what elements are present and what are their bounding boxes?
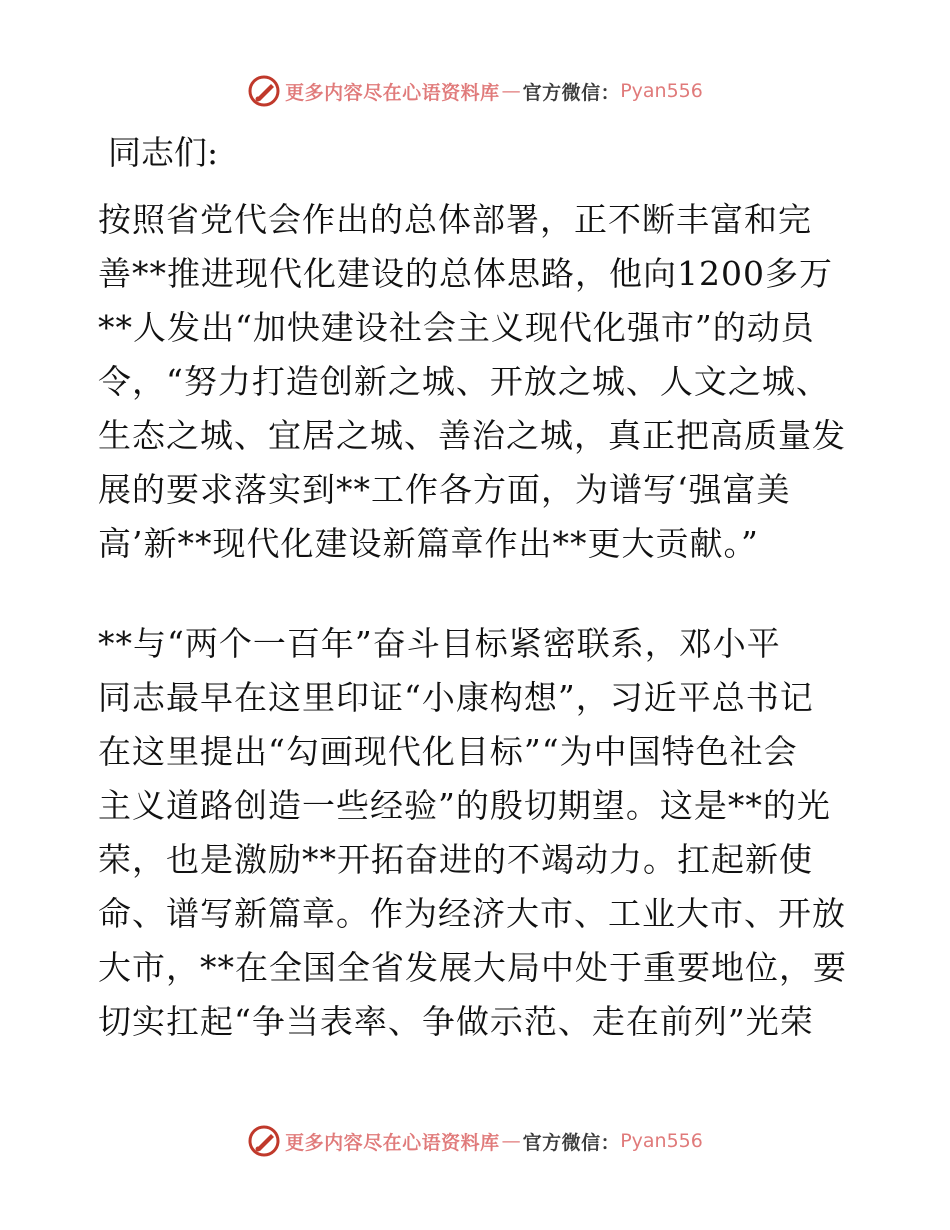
text-line: 令，“努力打造创新之城、开放之城、人文之城、 <box>98 362 830 401</box>
text-line: 命、谱写新篇章。作为经济大市、工业大市、开放 <box>98 894 846 933</box>
text-line: 生态之城、宜居之城、善治之城，真正把高质量发 <box>98 416 846 455</box>
watermark-separator: — <box>501 1130 521 1152</box>
text-line: **与“两个一百年”奋斗目标紧密联系，邓小平 <box>98 624 781 663</box>
text-line: 荣，也是激励**开拓奋进的不竭动力。扛起新使 <box>98 840 813 879</box>
text-line: 同志最早在这里印证“小康构想”，习近平总书记 <box>98 678 814 717</box>
watermark-suffix: 官方微信： <box>522 1131 621 1154</box>
text-line: 切实扛起“争当表率、争做示范、走在前列”光荣 <box>98 1002 814 1041</box>
text-line: 大市，**在全国全省发展大局中处于重要地位，要 <box>98 948 847 987</box>
text-line: 按照省党代会作出的总体部署，正不断丰富和完 <box>98 200 812 239</box>
watermark-suffix: 官方微信： <box>522 81 621 104</box>
text-line: 展的要求落实到**工作各方面，为谱写‘强富美 <box>98 470 791 509</box>
watermark-id: Pyan556 <box>620 80 703 102</box>
header-watermark <box>0 72 950 110</box>
footer-watermark <box>0 1122 950 1160</box>
watermark-prefix: 更多内容尽在心语资料库 <box>285 1131 500 1154</box>
salutation: 同志们: <box>108 133 219 172</box>
paragraph-2 <box>98 617 850 1103</box>
text-line: 在这里提出“勾画现代化目标”“为中国特色社会 <box>98 732 798 771</box>
text-line: **人发出“加快建设社会主义现代化强市”的动员 <box>98 308 815 347</box>
text-line: 高’新**现代化建设新篇章作出**更大贡献。” <box>98 524 759 563</box>
pen-logo-icon <box>247 1124 281 1158</box>
pen-logo-icon <box>247 74 281 108</box>
paragraph-1 <box>98 193 850 571</box>
text-line: 善**推进现代化建设的总体思路，他向1200多万 <box>98 254 833 293</box>
text-line <box>98 1049 850 1103</box>
text-line: 主义道路创造一些经验”的殷切期望。这是**的光 <box>98 786 831 825</box>
watermark-separator: — <box>501 80 521 102</box>
watermark-id: Pyan556 <box>620 1130 703 1152</box>
watermark-prefix: 更多内容尽在心语资料库 <box>285 81 500 104</box>
